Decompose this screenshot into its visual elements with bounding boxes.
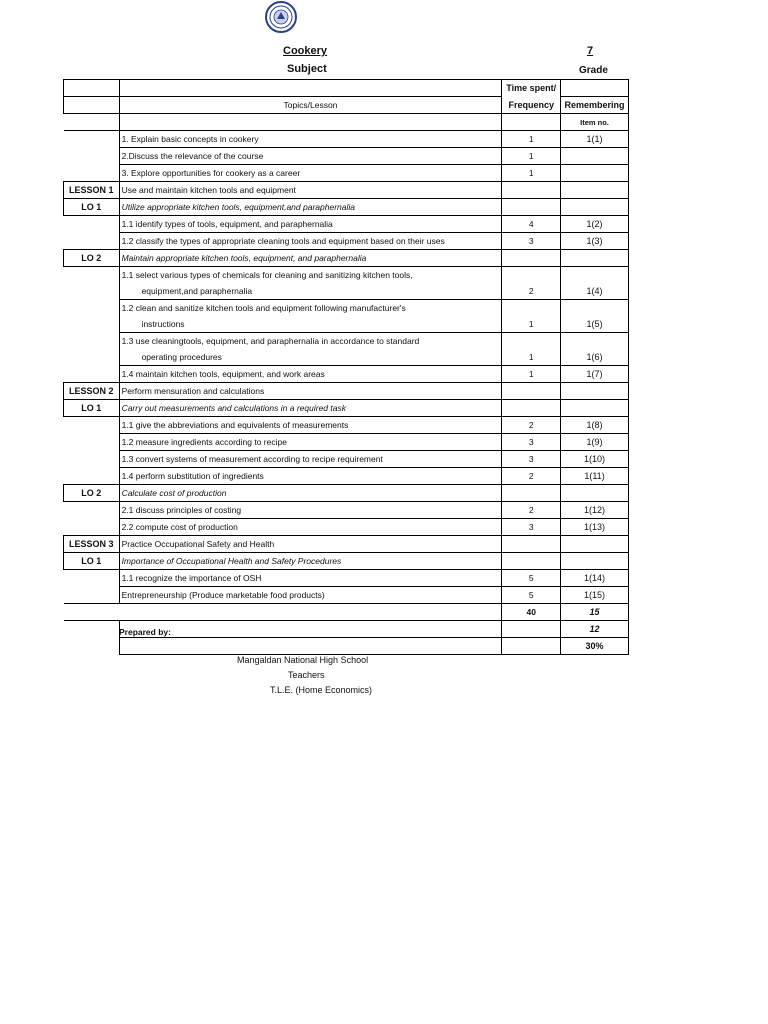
frequency-cell (502, 300, 561, 317)
item-number-cell (561, 400, 629, 417)
table-row (64, 417, 629, 434)
frequency-cell (502, 536, 561, 553)
lesson-cell (64, 333, 120, 350)
item-number-cell (561, 333, 629, 350)
frequency-cell (502, 383, 561, 400)
lesson-cell (64, 267, 120, 284)
topic-cell: equipment,and paraphernalia (119, 283, 502, 300)
topic-cell: 1.2 clean and sanitize kitchen tools and equipment following manufacturer's (119, 300, 502, 317)
item-number-cell (561, 182, 629, 199)
lesson-cell (64, 502, 120, 519)
topics-header: Topics/Lesson (119, 97, 502, 114)
table-row (64, 349, 629, 366)
total-items: 15 (561, 604, 629, 621)
table-row (64, 233, 629, 250)
lesson-cell (64, 165, 120, 182)
item-number-cell (561, 165, 629, 182)
lesson-cell (64, 570, 120, 587)
grade-label: Grade (579, 65, 608, 76)
frequency-cell: 5 (502, 587, 561, 604)
lesson-cell (64, 434, 120, 451)
table-row (64, 587, 629, 604)
table-row (64, 216, 629, 233)
topic-cell: Maintain appropriate kitchen tools, equipment, and paraphernalia (119, 250, 502, 267)
lesson-cell: LESSON 3 (64, 536, 120, 553)
totals-row (64, 604, 629, 621)
topic-cell: 1.4 maintain kitchen tools, equipment, and work areas (119, 366, 502, 383)
table-row (64, 333, 629, 350)
item-no-header: Item no. (561, 114, 629, 131)
frequency-cell: 1 (502, 366, 561, 383)
item-number-cell: 1(14) (561, 570, 629, 587)
table-row (64, 519, 629, 536)
topic-cell: Entrepreneurship (Produce marketable food products) (119, 587, 502, 604)
table-row (64, 267, 629, 284)
grade-number: 7 (587, 45, 594, 57)
topic-cell: Carry out measurements and calculations in a required task (119, 400, 502, 417)
frequency-cell (502, 553, 561, 570)
lesson-cell: LESSON 1 (64, 182, 120, 199)
percentage-value: 30% (561, 638, 629, 655)
item-number-cell: 1(2) (561, 216, 629, 233)
topic-cell: 1.3 use cleaningtools, equipment, and paraphernalia in accordance to standard (119, 333, 502, 350)
frequency-cell: 4 (502, 216, 561, 233)
subject-label: Subject (287, 63, 327, 75)
topic-cell: 2.1 discuss principles of costing (119, 502, 502, 519)
frequency-cell (502, 267, 561, 284)
item-number-cell (561, 199, 629, 216)
frequency-cell: 3 (502, 519, 561, 536)
table-row (64, 502, 629, 519)
topic-cell: 1. Explain basic concepts in cookery (119, 131, 502, 148)
topic-cell: 1.1 recognize the importance of OSH (119, 570, 502, 587)
topic-cell: instructions (119, 316, 502, 333)
frequency-cell (502, 199, 561, 216)
teachers-label: Teachers (288, 670, 325, 680)
table-row (64, 300, 629, 317)
topic-cell: 1.1 give the abbreviations and equivalents of measurements (119, 417, 502, 434)
lesson-cell: LO 2 (64, 485, 120, 502)
frequency-cell: 2 (502, 468, 561, 485)
frequency-cell: 5 (502, 570, 561, 587)
item-number-cell: 1(7) (561, 366, 629, 383)
table-header-row (64, 114, 629, 131)
table-row (64, 570, 629, 587)
item-number-cell: 1(11) (561, 468, 629, 485)
item-number-cell (561, 267, 629, 284)
table-row (64, 250, 629, 267)
topic-cell: Practice Occupational Safety and Health (119, 536, 502, 553)
lesson-cell (64, 216, 120, 233)
table-row (64, 536, 629, 553)
topic-cell: Utilize appropriate kitchen tools, equipment,and paraphernalia (119, 199, 502, 216)
frequency-cell: 3 (502, 451, 561, 468)
frequency-cell (502, 485, 561, 502)
item-number-cell (561, 485, 629, 502)
department-label: T.L.E. (Home Economics) (270, 685, 373, 695)
table-row (64, 553, 629, 570)
item-number-cell: 1(10) (561, 451, 629, 468)
topic-cell: 2.Discuss the relevance of the course (119, 148, 502, 165)
topic-cell: 3. Explore opportunities for cookery as a career (119, 165, 502, 182)
table-row (64, 400, 629, 417)
topic-cell: 1.2 classify the types of appropriate cleaning tools and equipment based on their uses (119, 233, 502, 250)
lesson-cell (64, 519, 120, 536)
topic-cell: Perform mensuration and calculations (119, 383, 502, 400)
item-number-cell: 1(5) (561, 316, 629, 333)
frequency-cell: 2 (502, 417, 561, 434)
frequency-cell (502, 400, 561, 417)
item-number-cell: 1(9) (561, 434, 629, 451)
lesson-cell (64, 283, 120, 300)
table-row (64, 485, 629, 502)
frequency-cell: 2 (502, 283, 561, 300)
table-row (64, 148, 629, 165)
table-row (64, 283, 629, 300)
frequency-cell: 1 (502, 131, 561, 148)
table-row (64, 316, 629, 333)
item-number-cell (561, 553, 629, 570)
lesson-cell (64, 366, 120, 383)
topic-cell: 1.2 measure ingredients according to recipe (119, 434, 502, 451)
frequency-cell: 1 (502, 349, 561, 366)
table-row (64, 451, 629, 468)
item-number-cell: 1(6) (561, 349, 629, 366)
table-row (64, 468, 629, 485)
topic-cell: 1.1 select various types of chemicals for cleaning and sanitizing kitchen tools, (119, 267, 502, 284)
table-row (64, 182, 629, 199)
item-number-cell (561, 300, 629, 317)
item-number-cell (561, 250, 629, 267)
topic-cell: Importance of Occupational Health and Safety Procedures (119, 553, 502, 570)
topic-cell: Calculate cost of production (119, 485, 502, 502)
table-header-row (64, 80, 629, 97)
total-frequency: 40 (502, 604, 561, 621)
table-row (64, 131, 629, 148)
item-number-cell: 1(12) (561, 502, 629, 519)
table-of-specification (63, 79, 629, 655)
frequency-cell: 3 (502, 233, 561, 250)
lesson-cell: LO 2 (64, 250, 120, 267)
lesson-cell (64, 417, 120, 434)
topic-cell: 1.4 perform substitution of ingredients (119, 468, 502, 485)
topic-cell: Use and maintain kitchen tools and equipment (119, 182, 502, 199)
table-row (64, 434, 629, 451)
frequency-cell: 3 (502, 434, 561, 451)
item-number-cell (561, 536, 629, 553)
lesson-cell (64, 131, 120, 148)
table-row (64, 366, 629, 383)
frequency-cell (502, 182, 561, 199)
summary-row (64, 638, 629, 655)
item-number-cell: 1(15) (561, 587, 629, 604)
table-row (64, 165, 629, 182)
lesson-cell (64, 316, 120, 333)
topic-cell: operating procedures (119, 349, 502, 366)
frequency-cell: 2 (502, 502, 561, 519)
topic-cell: 1.3 convert systems of measurement according to recipe requirement (119, 451, 502, 468)
school-name: Mangaldan National High School (237, 655, 369, 665)
topic-cell: 2.2 compute cost of production (119, 519, 502, 536)
item-number-cell (561, 148, 629, 165)
item-number-cell: 1(8) (561, 417, 629, 434)
table-header-row (64, 97, 629, 114)
remembering-header: Remembering (561, 97, 629, 114)
item-number-cell (561, 383, 629, 400)
frequency-cell (502, 333, 561, 350)
lesson-cell (64, 451, 120, 468)
item-number-cell: 1(4) (561, 283, 629, 300)
lesson-cell: LO 1 (64, 400, 120, 417)
topic-cell: 1.1 identify types of tools, equipment, and paraphernalia (119, 216, 502, 233)
lesson-cell (64, 468, 120, 485)
lesson-cell: LO 1 (64, 199, 120, 216)
table-row (64, 383, 629, 400)
frequency-header: Frequency (502, 97, 561, 114)
deped-seal-icon (258, 0, 304, 34)
prepared-by-label: Prepared by: (119, 627, 171, 637)
subject-name: Cookery (283, 45, 328, 57)
frequency-cell: 1 (502, 165, 561, 182)
table-row (64, 199, 629, 216)
frequency-cell: 1 (502, 316, 561, 333)
lesson-cell (64, 233, 120, 250)
lesson-cell: LO 1 (64, 553, 120, 570)
frequency-cell: 1 (502, 148, 561, 165)
lesson-cell (64, 148, 120, 165)
lesson-cell (64, 300, 120, 317)
frequency-cell (502, 250, 561, 267)
lesson-cell (64, 349, 120, 366)
summary-value: 12 (561, 621, 629, 638)
item-number-cell: 1(1) (561, 131, 629, 148)
lesson-cell (64, 587, 120, 604)
lesson-cell: LESSON 2 (64, 383, 120, 400)
time-spent-header: Time spent/ (502, 80, 561, 97)
item-number-cell: 1(13) (561, 519, 629, 536)
item-number-cell: 1(3) (561, 233, 629, 250)
